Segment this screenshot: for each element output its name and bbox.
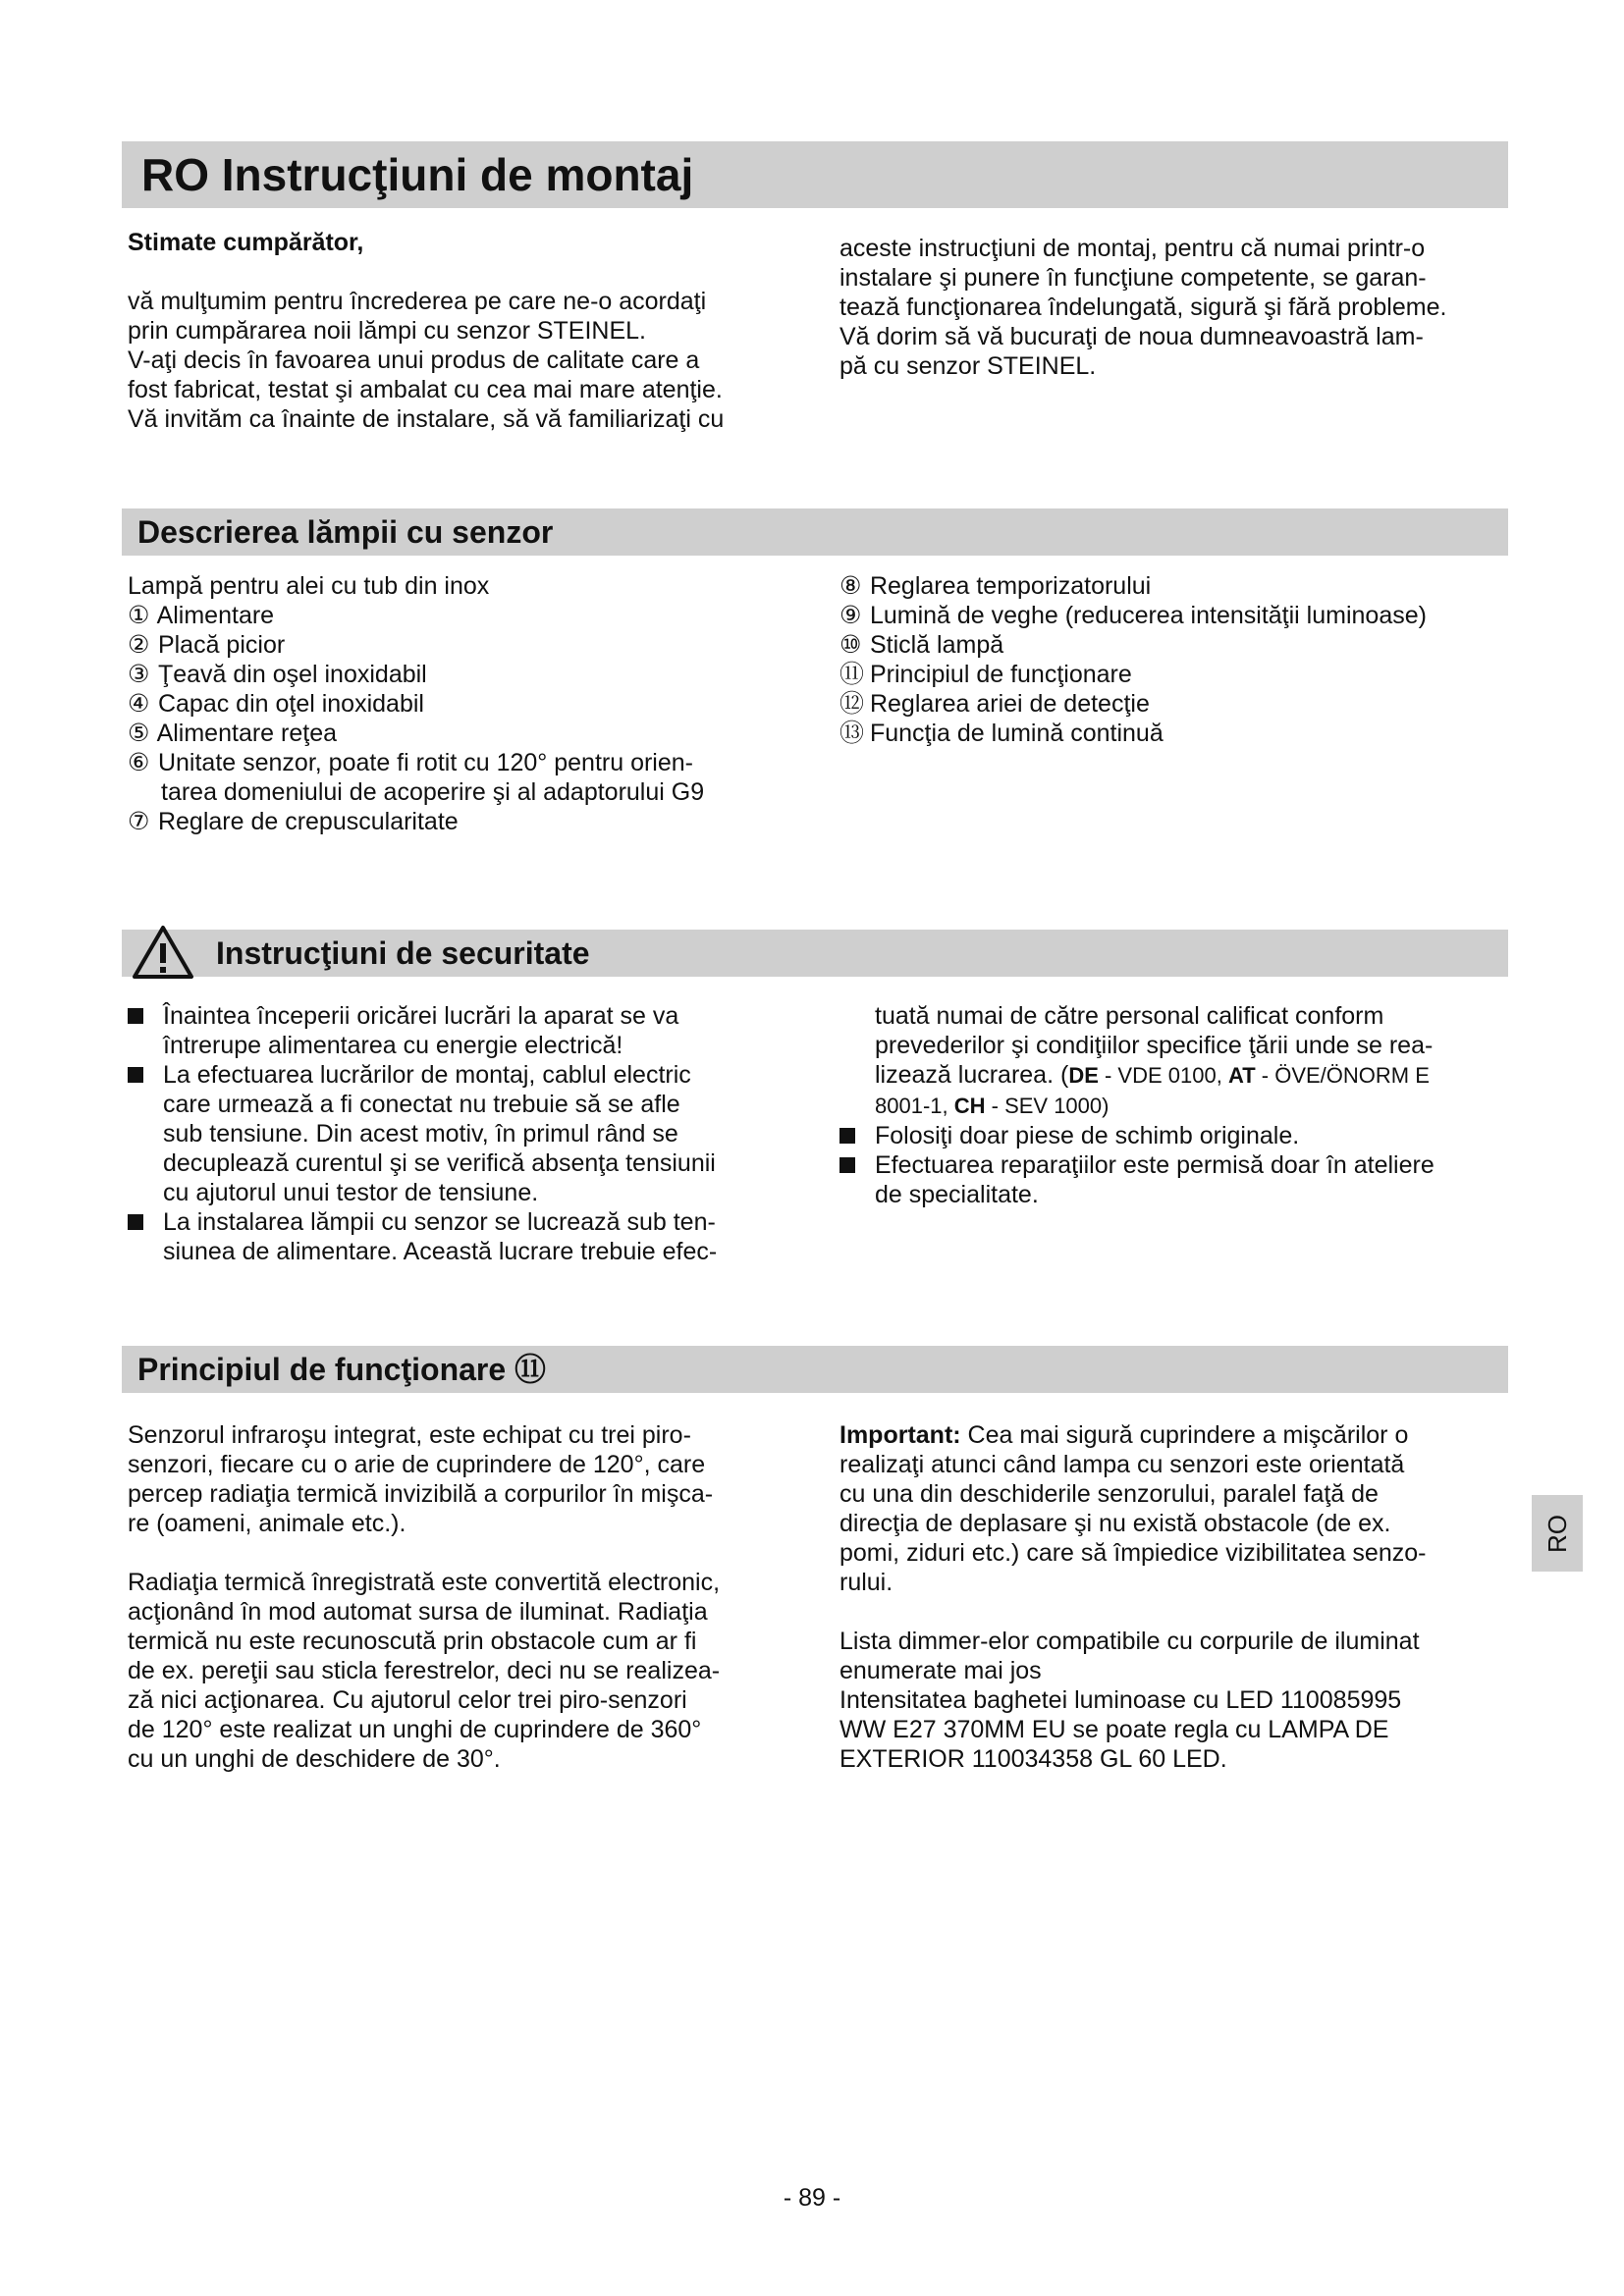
principle-paragraph-2 [128,1568,795,1774]
text-line: tează funcţionarea îndelungată, sigură şi fără probleme. [839,294,1447,321]
text-line: pă cu senzor STEINEL. [839,352,1097,380]
description-intro: Lampă pentru alei cu tub din inox [128,572,490,600]
part-number: ⑬ [839,720,865,747]
principle-right-column [839,1420,1507,1774]
warning-triangle-icon [132,924,194,981]
part-label: Capac din oţel inoxidabil [157,690,424,718]
text-line: de specialitate. [875,1181,1039,1208]
text-line: realizaţi atunci când lampa cu senzori este orientată [839,1451,1405,1478]
description-title: Descrierea lămpii cu senzor [137,514,554,550]
part-label: Alimentare [156,602,275,629]
part-number: ⑪ [839,661,865,688]
text-line: rului. [839,1569,893,1596]
principle-title: Principiul de funcţionare ⑪ [137,1352,547,1387]
dimmer-paragraph [839,1627,1507,1774]
part-item [839,601,1507,630]
safety-header-bar [122,930,1508,977]
text-line: acţionând în mod automat sursa de iluminat. Radiaţia [128,1598,708,1626]
norm-text: 8001-1, [875,1094,954,1118]
part-number: ⑦ [128,808,150,835]
text-line: de 120° este realizat un unghi de cuprindere de 360° [128,1716,702,1743]
language-code: RO [1542,1514,1572,1553]
text-line: prin cumpărarea noii lămpi cu senzor STEINEL. [128,317,647,345]
text-line: de ex. pereţii sau sticla ferestrelor, deci nu se realizea- [128,1657,721,1684]
safety-item [839,1121,1507,1150]
text-line: Lista dimmer-elor compatibile cu corpurile de iluminat [839,1628,1420,1655]
text-fragment: Cea mai sigură cuprindere a mişcărilor o [960,1421,1409,1449]
text-line: enumerate mai jos [839,1657,1042,1684]
part-label: Sticlă lampă [869,631,1004,659]
part-label: Placă picior [157,631,286,659]
description-left-column [128,571,795,836]
part-label: Funcţia de lumină continuă [869,720,1164,747]
part-item [839,571,1507,601]
important-label: Important: [839,1421,961,1449]
part-label: Reglarea ariei de detecţie [869,690,1150,718]
part-number: ⑩ [839,631,862,659]
safety-item [839,1150,1507,1209]
text-line [875,1060,1507,1091]
part-item [128,660,795,689]
text-line: La efectuarea lucrărilor de montaj, cablul electric [163,1061,691,1089]
text-line: aceste instrucţiuni de montaj, pentru că numai printr-o [839,235,1426,262]
principle-header-bar [122,1346,1508,1393]
part-label: Principiul de funcţionare [869,661,1132,688]
part-number: ⑧ [839,572,862,600]
part-item-continued [128,777,795,807]
text-line: pomi, ziduri etc.) care să împiedice vizibilitatea senzo- [839,1539,1427,1567]
principle-paragraph-1 [128,1420,795,1538]
text-line: fost fabricat, testat şi ambalat cu cea mai mare atenţie. [128,376,723,403]
part-item [839,689,1507,719]
part-number: ① [128,602,150,629]
safety-item [128,1060,795,1207]
part-label: tarea domeniului de acoperire şi al adaptorului G9 [161,778,705,806]
important-paragraph [839,1420,1507,1597]
norm-text: - VDE 0100, [1098,1063,1228,1088]
principle-left-column [128,1420,795,1774]
part-number: ⑨ [839,602,862,629]
part-item [128,719,795,748]
part-number: ② [128,631,150,659]
safety-item-continued [839,1001,1507,1121]
part-number: ⑫ [839,690,865,718]
text-line: senzori, fiecare cu o arie de cuprindere de 120°, care [128,1451,706,1478]
text-line: ză nici acţionarea. Cu ajutorul celor trei piro-senzori [128,1686,687,1714]
safety-right-column [839,1001,1507,1209]
text-line: V-aţi decis în favoarea unui produs de calitate care a [128,347,700,374]
text-line: Senzorul infraroşu integrat, este echipat cu trei piro- [128,1421,691,1449]
text-line: Radiaţia termică înregistrată este convertită electronic, [128,1569,721,1596]
text-line: re (oameni, animale etc.). [128,1510,406,1537]
page-header-bar [122,141,1508,208]
safety-left-column [128,1001,795,1266]
text-line: Efectuarea reparaţiilor este permisă doar în ateliere [875,1151,1435,1179]
text-line: decuplează curentul şi se verifică absenţa tensiunii [163,1149,716,1177]
text-line: Vă invităm ca înainte de instalare, să vă familiarizaţi cu [128,405,725,433]
intro-left-column [128,228,795,434]
country-code: AT [1227,1063,1256,1088]
text-line: Înaintea începerii oricărei lucrări la aparat se va [163,1002,679,1030]
text-line: Folosiţi doar piese de schimb originale. [875,1122,1300,1149]
norm-text: - SEV 1000) [985,1094,1110,1118]
part-label: Ţeavă din oşel inoxidabil [157,661,427,688]
part-item [839,630,1507,660]
part-item [839,660,1507,689]
country-code: CH [953,1094,986,1118]
page-title: RO Instrucţiuni de montaj [141,149,694,200]
part-label: Reglarea temporizatorului [869,572,1152,600]
description-right-column [839,571,1507,748]
text-line: care urmează a fi conectat nu trebuie să se afle [163,1091,680,1118]
part-label: Reglare de crepuscularitate [157,808,459,835]
part-number: ⑥ [128,749,150,776]
text-line: cu una din deschiderile senzorului, paralel faţă de [839,1480,1379,1508]
safety-item [128,1001,795,1060]
text-line: termică nu este recunoscută prin obstacole cum ar fi [128,1628,697,1655]
part-label: Alimentare reţea [156,720,338,747]
part-number: ⑤ [128,720,150,747]
part-label: Lumină de veghe (reducerea intensităţii luminoase) [869,602,1427,629]
part-item [128,630,795,660]
text-line: direcţia de deplasare şi nu există obstacole (de ex. [839,1510,1391,1537]
text-line: WW E27 370MM EU se poate regla cu LAMPA DE [839,1716,1389,1743]
text-line: siunea de alimentare. Această lucrare trebuie efec- [163,1238,718,1265]
part-number: ③ [128,661,150,688]
text-line: tuată numai de către personal calificat conform [875,1002,1384,1030]
text-line: cu ajutorul unui testor de tensiune. [163,1179,539,1206]
text-line: sub tensiune. Din acest motiv, în primul rând se [163,1120,678,1148]
page-number: - 89 - [783,2184,841,2212]
description-header-bar [122,508,1508,556]
text-line: vă mulţumim pentru încrederea pe care ne-o acordaţi [128,288,707,315]
text-line: La instalarea lămpii cu senzor se lucrează sub ten- [163,1208,716,1236]
part-label: Unitate senzor, poate fi rotit cu 120° pentru orien- [157,749,693,776]
text-line [875,1091,1507,1121]
text-line: percep radiaţia termică invizibilă a corpurilor în mişca- [128,1480,714,1508]
language-side-tab [1532,1495,1583,1572]
part-number: ④ [128,690,150,718]
norm-text: - ÖVE/ÖNORM E [1255,1063,1430,1088]
part-item [839,719,1507,748]
safety-item [128,1207,795,1266]
text-line: instalare şi punere în funcţiune competente, se garan- [839,264,1427,292]
intro-left-text [128,287,795,434]
greeting: Stimate cumpărător, [128,229,364,256]
text-line: cu un unghi de deschidere de 30°. [128,1745,501,1773]
text-line: Intensitatea baghetei luminoase cu LED 110085995 [839,1686,1402,1714]
text-line: EXTERIOR 110034358 GL 60 LED. [839,1745,1227,1773]
text-line: prevederilor şi condiţiilor specifice ţării unde se rea- [875,1032,1434,1059]
text-line: întrerupe alimentarea cu energie electrică! [163,1032,623,1059]
part-item [128,748,795,777]
intro-right-column [839,234,1507,381]
part-item [128,807,795,836]
safety-title: Instrucţiuni de securitate [216,935,590,971]
text-line: Vă dorim să vă bucuraţi de noua dumneavoastră lam- [839,323,1424,350]
text-line [839,1420,1507,1450]
part-item [128,601,795,630]
country-code: DE [1068,1063,1099,1088]
text-fragment: lizează lucrarea. ( [875,1061,1069,1089]
part-item [128,689,795,719]
